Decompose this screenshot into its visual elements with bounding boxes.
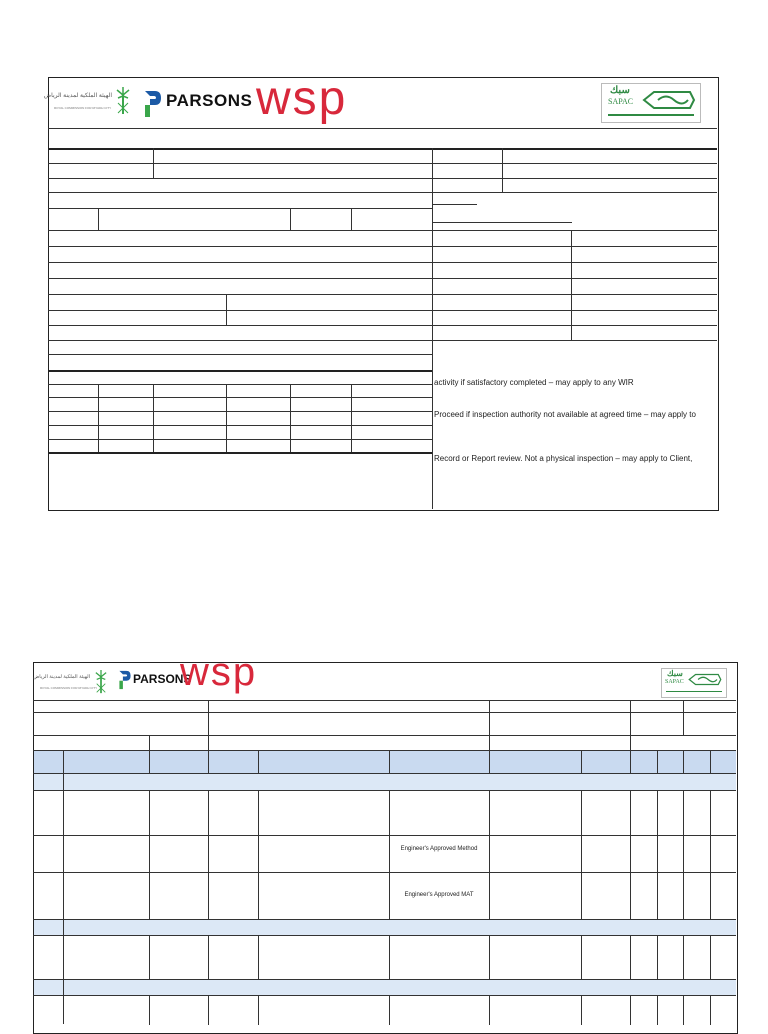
parsons-logo-text: PARSONS: [133, 672, 192, 686]
rcrc-arabic-text: الهيئة الملكية لمدينة الرياض: [33, 674, 90, 680]
wsp-logo-text: wsp: [180, 650, 258, 694]
section-row-1: [34, 774, 736, 790]
palm-swords-icon: [116, 86, 130, 116]
palm-swords-icon: [95, 668, 107, 696]
note-witness-point: Proceed if inspection authority not available at agreed time – may apply to: [434, 410, 696, 419]
sapac-arabic-text: سبك: [610, 85, 630, 96]
sapac-logo: [601, 83, 701, 123]
rcrc-logo: [33, 668, 112, 696]
note-hold-point: activity if satisfactory completed – may apply to any WIR: [434, 378, 634, 387]
sapac-logo: [661, 668, 727, 698]
wsp-logo-text: wsp: [256, 72, 348, 125]
parsons-logo-icon: [118, 669, 132, 691]
cell-approved-method: Engineer's Approved Method: [400, 846, 478, 852]
rcrc-english-text: ROYAL COMMISSION FOR RIYADH CITY: [40, 686, 98, 690]
section-row-2: [34, 919, 736, 935]
sapac-emblem-icon: [642, 89, 696, 111]
parsons-logo-text: PARSONS: [166, 91, 253, 110]
note-review-point: Record or Report review. Not a physical inspection – may apply to Client,: [434, 454, 693, 463]
parsons-logo-icon: [143, 89, 163, 119]
cell-approved-mat: Engineer's Approved MAT: [404, 892, 474, 898]
sapac-text: SAPAC: [608, 97, 634, 106]
sapac-text: SAPAC: [665, 679, 684, 685]
rcrc-arabic-text: الهيئة الملكية لمدينة الرياض: [43, 93, 112, 99]
section-row-3: [34, 979, 736, 995]
rcrc-english-text: ROYAL COMMISSION FOR RIYADH CITY: [54, 106, 112, 110]
rcrc-logo: [43, 86, 138, 116]
sapac-emblem-icon: [688, 672, 722, 687]
sapac-arabic-text: سبك: [667, 669, 683, 678]
